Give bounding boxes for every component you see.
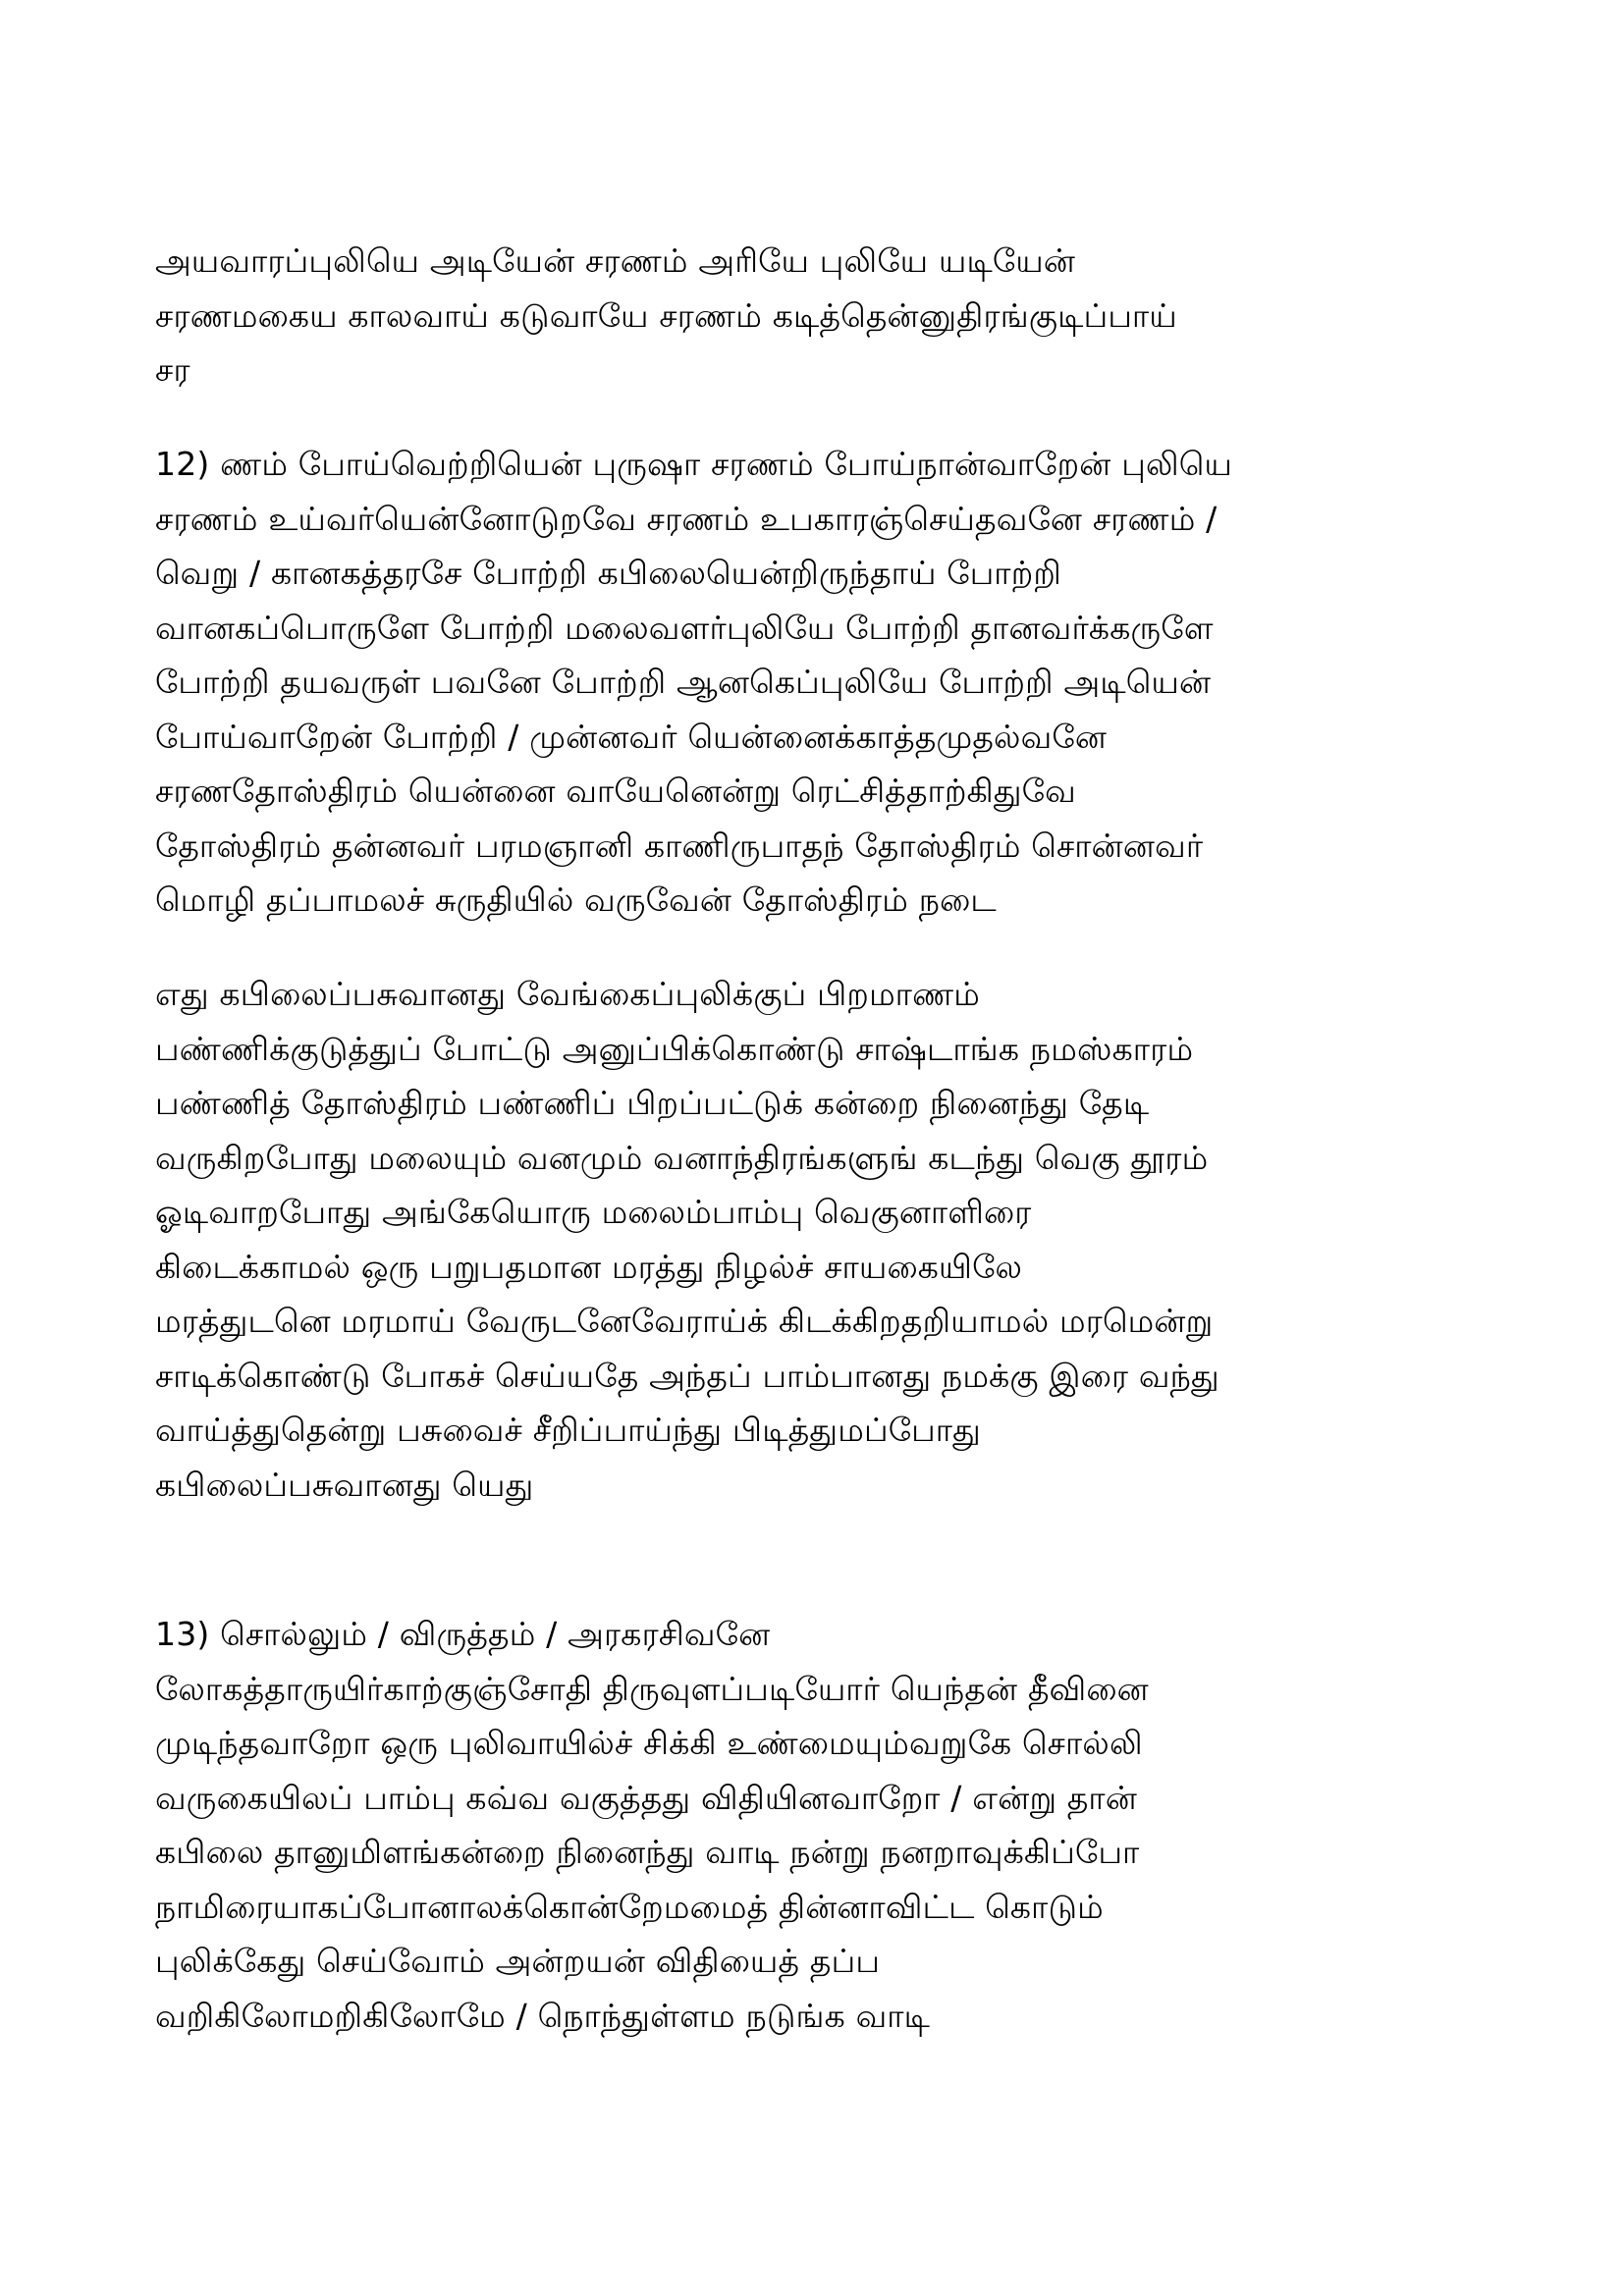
text-line: வறிகிலோமறிகிலோமே / நொந்துள்ளம நடுங்க வாடி [155,1996,931,2035]
text-line: வெறு / கானகத்தரசே போற்றி கபிலையென்றிருந்தாய் போற்றி [155,554,1061,592]
text-line: சாடிக்கொண்டு போகச் செய்யதே அந்தப் பாம்பானது நமக்கு இரை வந்து [155,1356,1219,1395]
text-line: 12) ணம் போய்வெற்றியென் புருஷா சரணம் போய்நான்வாறேன் புலியெ [155,445,1232,483]
text-line: கிடைக்காமல் ஒரு பறுபதமான மரத்து நிழல்ச் சாயகையிலே [155,1247,1023,1286]
text-line: சரணம் உய்வர்யென்னோடுறவே சரணம் உபகாரஞ்செய்தவனே சரணம் / [155,499,1218,538]
text-line: சரணமகைய காலவாய் கடுவாயே சரணம் கடித்தென்னுதிரங்குடிப்பாய் [155,295,1177,335]
paragraph-4 [155,1607,1549,2043]
paragraph-2 [155,437,1549,928]
text-line: போய்வாறேன் போற்றி / முன்னவர் யென்னைக்காத்தமுதல்வனே [155,717,1108,756]
text-line: தோஸ்திரம் தன்னவர் பரமஞானி காணிருபாதந் தோஸ்திரம் சொன்னவர் [155,826,1204,865]
text-line: சர [155,350,190,389]
text-line: வானகப்பொருளே போற்றி மலைவளர்புலியே போற்றி தானவர்க்கருளே [155,608,1214,647]
text-line: லோகத்தாருயிர்காற்குஞ்சோதி திருவுளப்படியோர் யெந்தன் தீவினை [155,1669,1149,1708]
text-line: போற்றி தயவருள் பவனே போற்றி ஆனகெப்புலியே போற்றி அடியென் [155,663,1212,701]
text-line: அயவாரப்புலியெ அடியேன் சரணம் அரியே புலியே யடியேன் [155,241,1076,280]
text-line: கபிலைப்பசுவானது யெது [155,1465,534,1504]
text-line: வாய்த்துதென்று பசுவைச் சீறிப்பாய்ந்து பிடித்துமப்போது [155,1411,981,1449]
text-line: கபிலை தானுமிளங்கன்றை நினைந்து வாடி நன்று நனறாவுக்கிப்போ [155,1833,1140,1871]
text-line: புலிக்கேது செய்வோம் அன்றயன் விதியைத் தப்ப [155,1942,881,1980]
text-line: 13) சொல்லும் / விருத்தம் / அரகரசிவனே [155,1615,771,1653]
text-line: வருகையிலப் பாம்பு கவ்வ வகுத்தது விதியினவாறோ / என்று தான் [155,1778,1138,1817]
text-line: எது கபிலைப்பசுவானது வேங்கைப்புலிக்குப் பிறமாணம் [155,975,981,1013]
text-line: ஓடிவாறபோது அங்கேயொரு மலைம்பாம்பு வெகுனாளிரை [155,1193,1032,1231]
text-line: பண்ணிக்குடுத்துப் போட்டு அனுப்பிக்கொண்டு சாஷ்டாங்க நமஸ்காரம் [155,1029,1194,1068]
text-line: வருகிறபோது மலையும் வனமும் வனாந்திரங்களுங் கடந்து வெகு தூரம் [155,1138,1209,1177]
text-line: நாமிரையாகப்போனாலக்கொன்றேமமைத் தின்னாவிட்ட கொடும் [155,1887,1104,1926]
text-line: பண்ணித் தோஸ்திரம் பண்ணிப் பிறப்பட்டுக் கன்றை நினைந்து தேடி [155,1084,1150,1122]
text-line: சரணதோஸ்திரம் யென்னை வாயேனென்று ரெட்சித்தாற்கிதுவே [155,772,1076,810]
text-line: மரத்துடனெ மரமாய் வேருடனேவேராய்க் கிடக்கிறதறியாமல் மரமென்று [155,1302,1214,1340]
text-line: மொழி தப்பாமலச் சுருதியில் வருவேன் தோஸ்திரம் நடை [155,881,997,919]
paragraph-1 [155,234,1549,398]
text-line: முடிந்தவாறோ ஒரு புலிவாயில்ச் சிக்கி உண்மையும்வறுகே சொல்லி [155,1724,1143,1762]
paragraph-3 [155,967,1549,1512]
